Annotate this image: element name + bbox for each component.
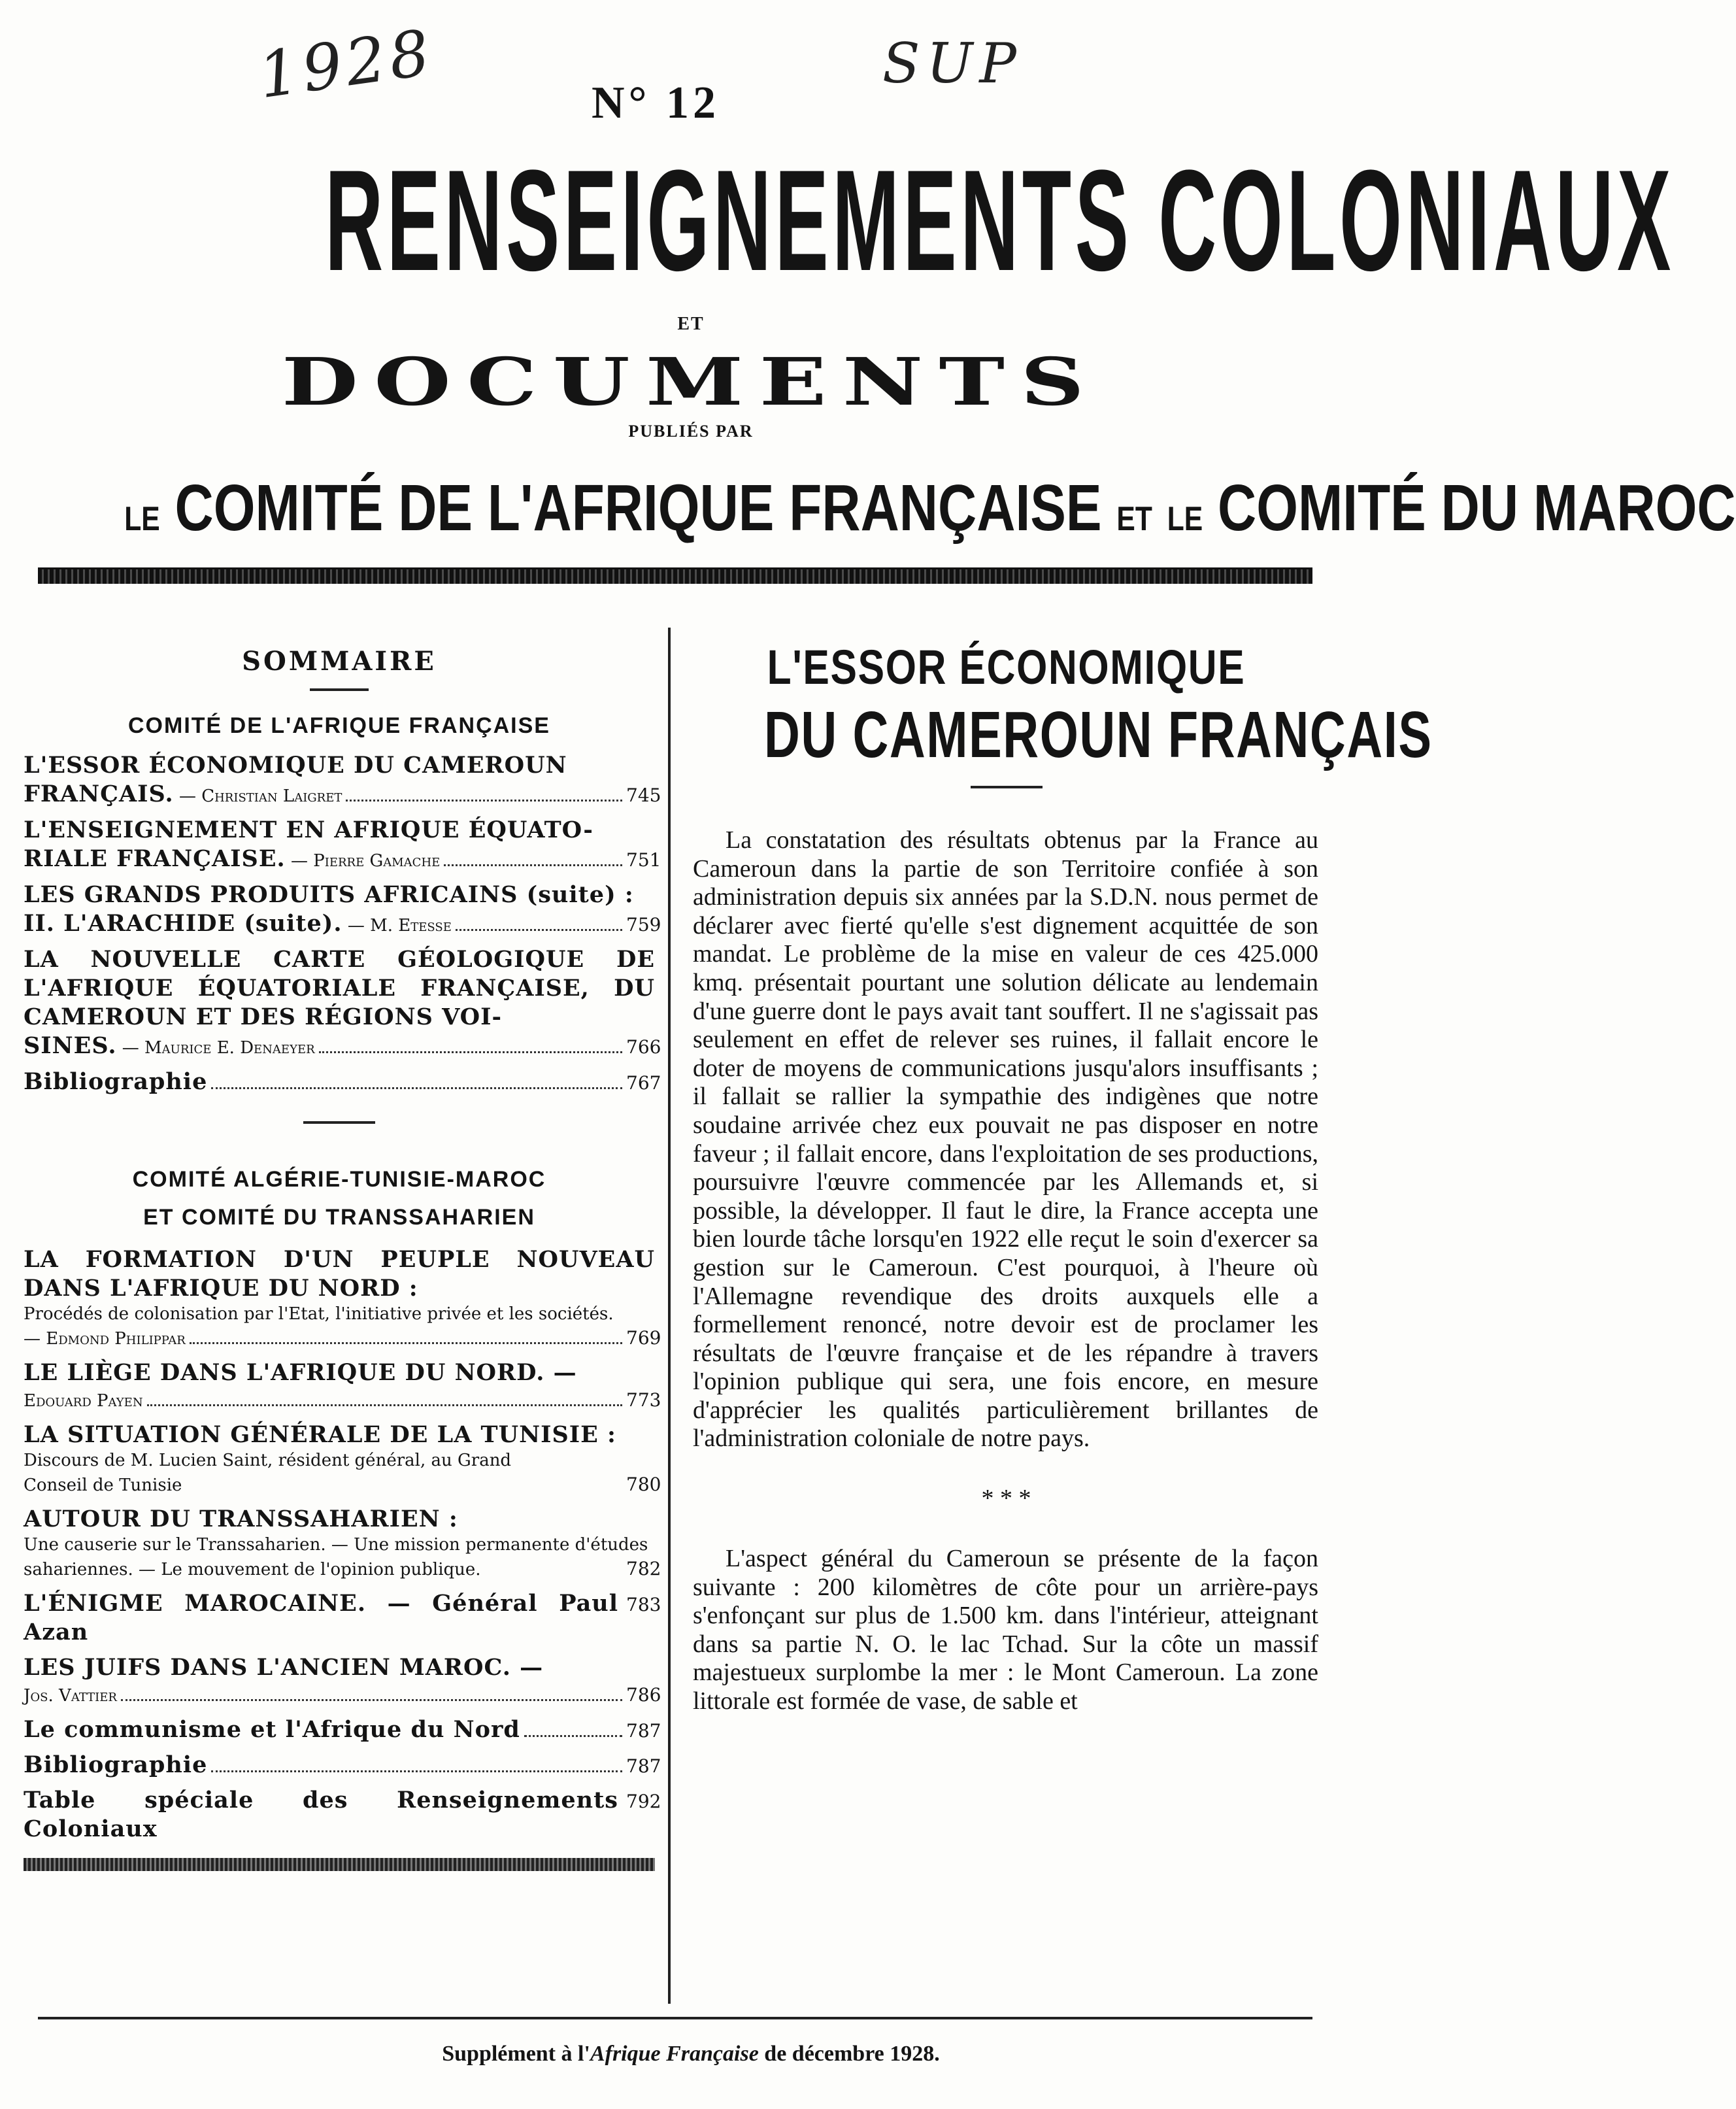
publisher-le-2: LE bbox=[1167, 500, 1203, 538]
footer-rule bbox=[38, 2017, 1312, 2019]
column-divider bbox=[668, 628, 671, 2004]
publisher-le-1: LE bbox=[124, 500, 160, 538]
toc-entry-author: Jos. Vattier bbox=[24, 1686, 117, 1706]
toc-leader bbox=[211, 1087, 622, 1089]
toc-leader bbox=[319, 1051, 622, 1053]
toc-entry[interactable] bbox=[24, 945, 661, 1061]
divider bbox=[971, 786, 1043, 788]
toc-leader bbox=[211, 1770, 622, 1772]
toc-entry-page: 773 bbox=[626, 1389, 661, 1411]
toc-entry[interactable] bbox=[24, 1751, 661, 1780]
publisher-comite-maroc: COMITÉ DU MAROC bbox=[1217, 471, 1736, 545]
supplement-prefix: Supplément à l' bbox=[442, 2042, 590, 2066]
toc-entry[interactable] bbox=[24, 1068, 661, 1096]
article-title-line2: DU CAMEROUN FRANÇAIS bbox=[764, 698, 1433, 771]
article-column bbox=[688, 628, 1433, 1716]
toc-entry[interactable] bbox=[24, 1589, 661, 1647]
toc-entry-page: 783 bbox=[626, 1594, 661, 1615]
toc-entry[interactable] bbox=[24, 751, 661, 809]
toc-entry[interactable] bbox=[24, 1358, 661, 1414]
toc-entry-title: LE LIÈGE DANS L'AFRIQUE DU NORD. — bbox=[24, 1359, 577, 1386]
section-heading: COMITÉ ALGÉRIE-TUNISIE-MAROC bbox=[132, 1167, 546, 1192]
toc-entry-desc: Discours de M. Lucien Saint, résident général, au Grand bbox=[24, 1451, 512, 1470]
toc-entry-title: LA NOUVELLE CARTE GÉOLOGIQUE DE L'AFRIQUE ÉQUATORIALE FRANÇAISE, DU CAMEROUN ET DES RÉGIONS VOI- bbox=[24, 946, 655, 1030]
toc-entry-author: — Christian Laigret bbox=[178, 786, 342, 806]
toc-entry-desc: Procédés de colonisation par l'Etat, l'initiative privée et les sociétés. bbox=[24, 1304, 614, 1324]
toc-entry-author: — M. Etesse bbox=[347, 916, 452, 936]
toc-entry-author: Edouard Payen bbox=[24, 1391, 143, 1411]
toc-entry[interactable] bbox=[24, 1505, 661, 1583]
toc-entry-page: 769 bbox=[626, 1327, 661, 1349]
divider bbox=[303, 1121, 375, 1124]
toc-entry-page: 786 bbox=[626, 1684, 661, 1706]
toc-entry-page: 751 bbox=[626, 849, 661, 871]
column-foot-rule bbox=[24, 1858, 655, 1871]
sommaire-column bbox=[24, 628, 661, 1871]
toc-entry-page: 780 bbox=[626, 1474, 661, 1495]
publisher-et: ET bbox=[1116, 500, 1152, 538]
handwritten-code: SUP bbox=[882, 31, 1023, 95]
toc-entry-author: — Pierre Gamache bbox=[290, 851, 441, 871]
toc-entry-title: L'ENSEIGNEMENT EN AFRIQUE ÉQUATO- bbox=[24, 817, 593, 843]
toc-leader bbox=[346, 800, 622, 801]
section-heading: ET COMITÉ DU TRANSSAHARIEN bbox=[143, 1205, 535, 1230]
toc-entry-page: 766 bbox=[626, 1036, 661, 1058]
toc-entry-title: LA SITUATION GÉNÉRALE DE LA TUNISIE : bbox=[24, 1421, 616, 1448]
toc-entry-page: 759 bbox=[626, 914, 661, 936]
toc-entry-title: L'ESSOR ÉCONOMIQUE DU CAMEROUN bbox=[24, 752, 567, 779]
toc-entry-desc: Une causerie sur le Transsaharien. — Une mission permanente d'études bbox=[24, 1535, 648, 1555]
article-paragraph: L'aspect général du Cameroun se présente de la façon suivante : 200 kilomètres de côte pour un arrière-pays s'enfonçant sur plus de 1.500 km. dans l'intérieur, atteignant dans sa partie N. O. le lac Tchad. Sur la côte un massif majestueux surplombe la mer : le Mont Cameroun. La zone littorale est formée de vase, de sable et bbox=[693, 1545, 1318, 1715]
toc-leader bbox=[444, 864, 622, 866]
section-break-stars: * * * bbox=[981, 1485, 1031, 1513]
masthead-documents: DOCUMENTS bbox=[281, 343, 1101, 420]
toc-leader bbox=[147, 1404, 622, 1406]
toc-entry-author: — Edmond Philippar bbox=[24, 1329, 186, 1349]
toc-entry[interactable] bbox=[24, 881, 661, 939]
toc-entry-author: — Maurice E. Denaeyer bbox=[122, 1038, 315, 1058]
section-heading: COMITÉ DE L'AFRIQUE FRANÇAISE bbox=[128, 713, 550, 738]
toc-entry-page: 787 bbox=[626, 1720, 661, 1742]
toc-leader bbox=[121, 1699, 622, 1701]
sommaire-title: SOMMAIRE bbox=[242, 646, 437, 677]
toc-entry-title: Bibliographie bbox=[24, 1751, 208, 1778]
toc-entry-page: 782 bbox=[626, 1558, 661, 1579]
toc-entry-page: 792 bbox=[626, 1791, 661, 1812]
issue-number: N° 12 bbox=[592, 78, 720, 128]
masthead-publisher bbox=[124, 471, 1736, 546]
toc-entry-title: AUTOUR DU TRANSSAHARIEN : bbox=[24, 1506, 458, 1532]
toc-entry[interactable] bbox=[24, 1715, 661, 1744]
toc-entry-title: L'ÉNIGME MAROCAINE. — Général Paul Azan bbox=[24, 1590, 618, 1645]
toc-entry[interactable] bbox=[24, 816, 661, 874]
handwritten-year: 1928 bbox=[254, 15, 438, 113]
toc-entry-page: 745 bbox=[626, 785, 661, 806]
toc-entry[interactable] bbox=[24, 1653, 661, 1709]
toc-entry-author: sahariennes. — Le mouvement de l'opinion publique. bbox=[24, 1560, 481, 1579]
masthead-title: RENSEIGNEMENTS COLONIAUX bbox=[325, 140, 1675, 301]
toc-entry-title: LES GRANDS PRODUITS AFRICAINS (suite) : bbox=[24, 881, 634, 908]
masthead-publies-par: PUBLIÉS PAR bbox=[628, 422, 754, 441]
toc-entry-title: Table spéciale des Renseignements Coloniaux bbox=[24, 1787, 618, 1842]
toc-leader bbox=[190, 1342, 622, 1344]
toc-entry-title-end: RIALE FRANÇAISE. bbox=[24, 845, 286, 872]
publisher-comite-afrique: COMITÉ DE L'AFRIQUE FRANÇAISE bbox=[175, 471, 1102, 545]
toc-entry[interactable] bbox=[24, 1421, 661, 1498]
supplement-note bbox=[0, 2042, 1382, 2067]
toc-leader bbox=[524, 1735, 622, 1737]
divider bbox=[310, 688, 369, 691]
toc-entry-page: 787 bbox=[626, 1755, 661, 1777]
toc-entry[interactable] bbox=[24, 1786, 661, 1844]
supplement-suffix: de décembre 1928. bbox=[758, 2042, 940, 2066]
toc-entry-page: 767 bbox=[626, 1072, 661, 1094]
article-paragraph: La constatation des résultats obtenus par la France au Cameroun dans la partie de son Territoire confiée à son administration depuis six années par la S.D.N. nous permet de déclarer avec fierté qu'elle s'est dignement acquittée de son mandat. Le problème de la mise en valeur de ces 425.000 kmq. présentait pourtant une solution délicate au lendemain d'une guerre dont le pays avait tant souffert. Il ne s'agissait pas seulement en effet de relever ses ruines, il fallait encore le doter de moyens de communications jusqu'alors insuffisants ; il fallait se rallier la sympathie des indigènes que notre soudaine arrivée chez eux pouvait ne pas disposer en notre faveur ; il fallait encore, dans l'exploitation de ses productions, poursuivre l'œuvre commencée par les Allemands et, si possible, la développer. Il faut le dire, la France accepta une bien lourde tâche lorsqu'en 1922 elle reçut le soin d'exercer sa gestion sur le Cameroun. C'est pourquoi, à l'heure où l'Allemagne revendique des droits auxquels elle a formellement renoncé, notre devoir est de proclamer les résultats de l'œuvre française et de les répandre à travers l'opinion publique qui sera, une fois encore, en mesure d'apprécier les qualités particulièrement brillantes de l'administration coloniale de notre pays. bbox=[693, 826, 1318, 1453]
toc-entry-title: Bibliographie bbox=[24, 1068, 208, 1095]
toc-entry-title: Le communisme et l'Afrique du Nord bbox=[24, 1716, 520, 1743]
toc-entry-title: LES JUIFS DANS L'ANCIEN MAROC. — bbox=[24, 1654, 544, 1681]
toc-leader bbox=[456, 929, 622, 931]
supplement-journal: Afrique Française bbox=[590, 2042, 759, 2066]
toc-entry-title-end: FRANÇAIS. bbox=[24, 781, 174, 807]
toc-entry-title-end: II. L'ARACHIDE (suite). bbox=[24, 910, 342, 937]
masthead-rule bbox=[38, 567, 1312, 584]
article-title-line1: L'ESSOR ÉCONOMIQUE bbox=[767, 640, 1246, 694]
toc-entry-author: Conseil de Tunisie bbox=[24, 1476, 182, 1495]
toc-entry-title-end: SINES. bbox=[24, 1032, 117, 1059]
toc-entry-title: LA FORMATION D'UN PEUPLE NOUVEAU DANS L'AFRIQUE DU NORD : bbox=[24, 1246, 655, 1302]
toc-entry[interactable] bbox=[24, 1245, 661, 1352]
masthead-et: ET bbox=[677, 314, 705, 334]
